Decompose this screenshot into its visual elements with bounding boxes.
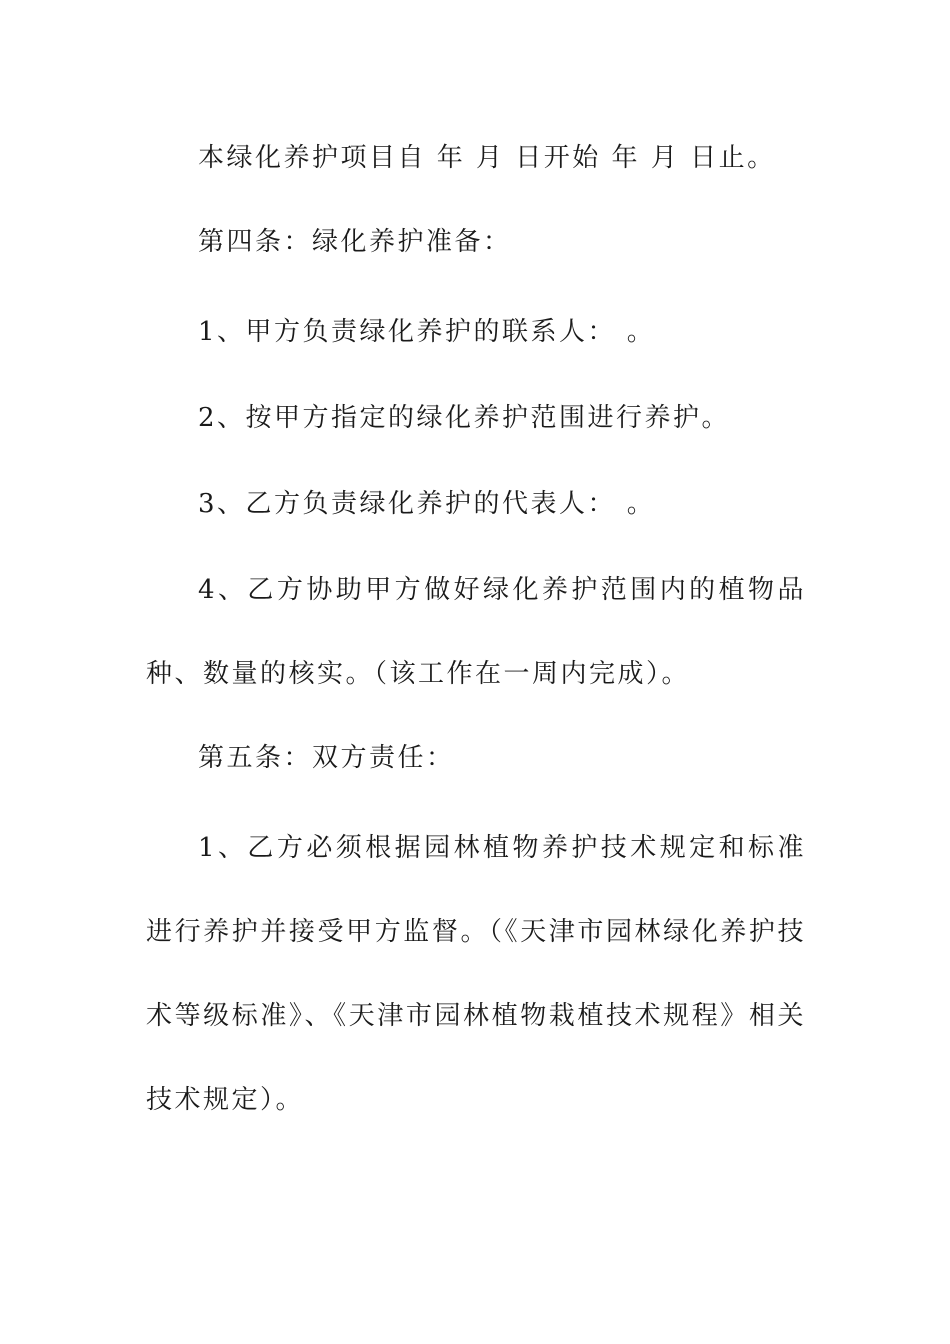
paragraph-article-4-item-1: 1、甲方负责绿化养护的联系人： 。 — [198, 317, 656, 347]
paragraph-article-5-item-1: 1、乙方必须根据园林植物养护技术规定和标准进行养护并接受甲方监督。（《天津市园林绿化养护技术等级标准》、《天津市园林植物栽植技术规程》相关技术规定）。 — [146, 833, 806, 1115]
paragraph-article-4-item-2: 2、按甲方指定的绿化养护范围进行养护。 — [198, 403, 731, 433]
heading-article-5: 第五条：双方责任： — [198, 743, 455, 773]
paragraph-project-period: 本绿化养护项目自 年 月 日开始 年 月 日止。 — [198, 143, 776, 173]
paragraph-article-4-item-3: 3、乙方负责绿化养护的代表人： 。 — [198, 489, 656, 519]
paragraph-article-4-item-4: 4、乙方协助甲方做好绿化养护范围内的植物品种、数量的核实。（该工作在一周内完成）。 — [146, 575, 806, 689]
heading-article-4: 第四条：绿化养护准备： — [198, 227, 512, 257]
